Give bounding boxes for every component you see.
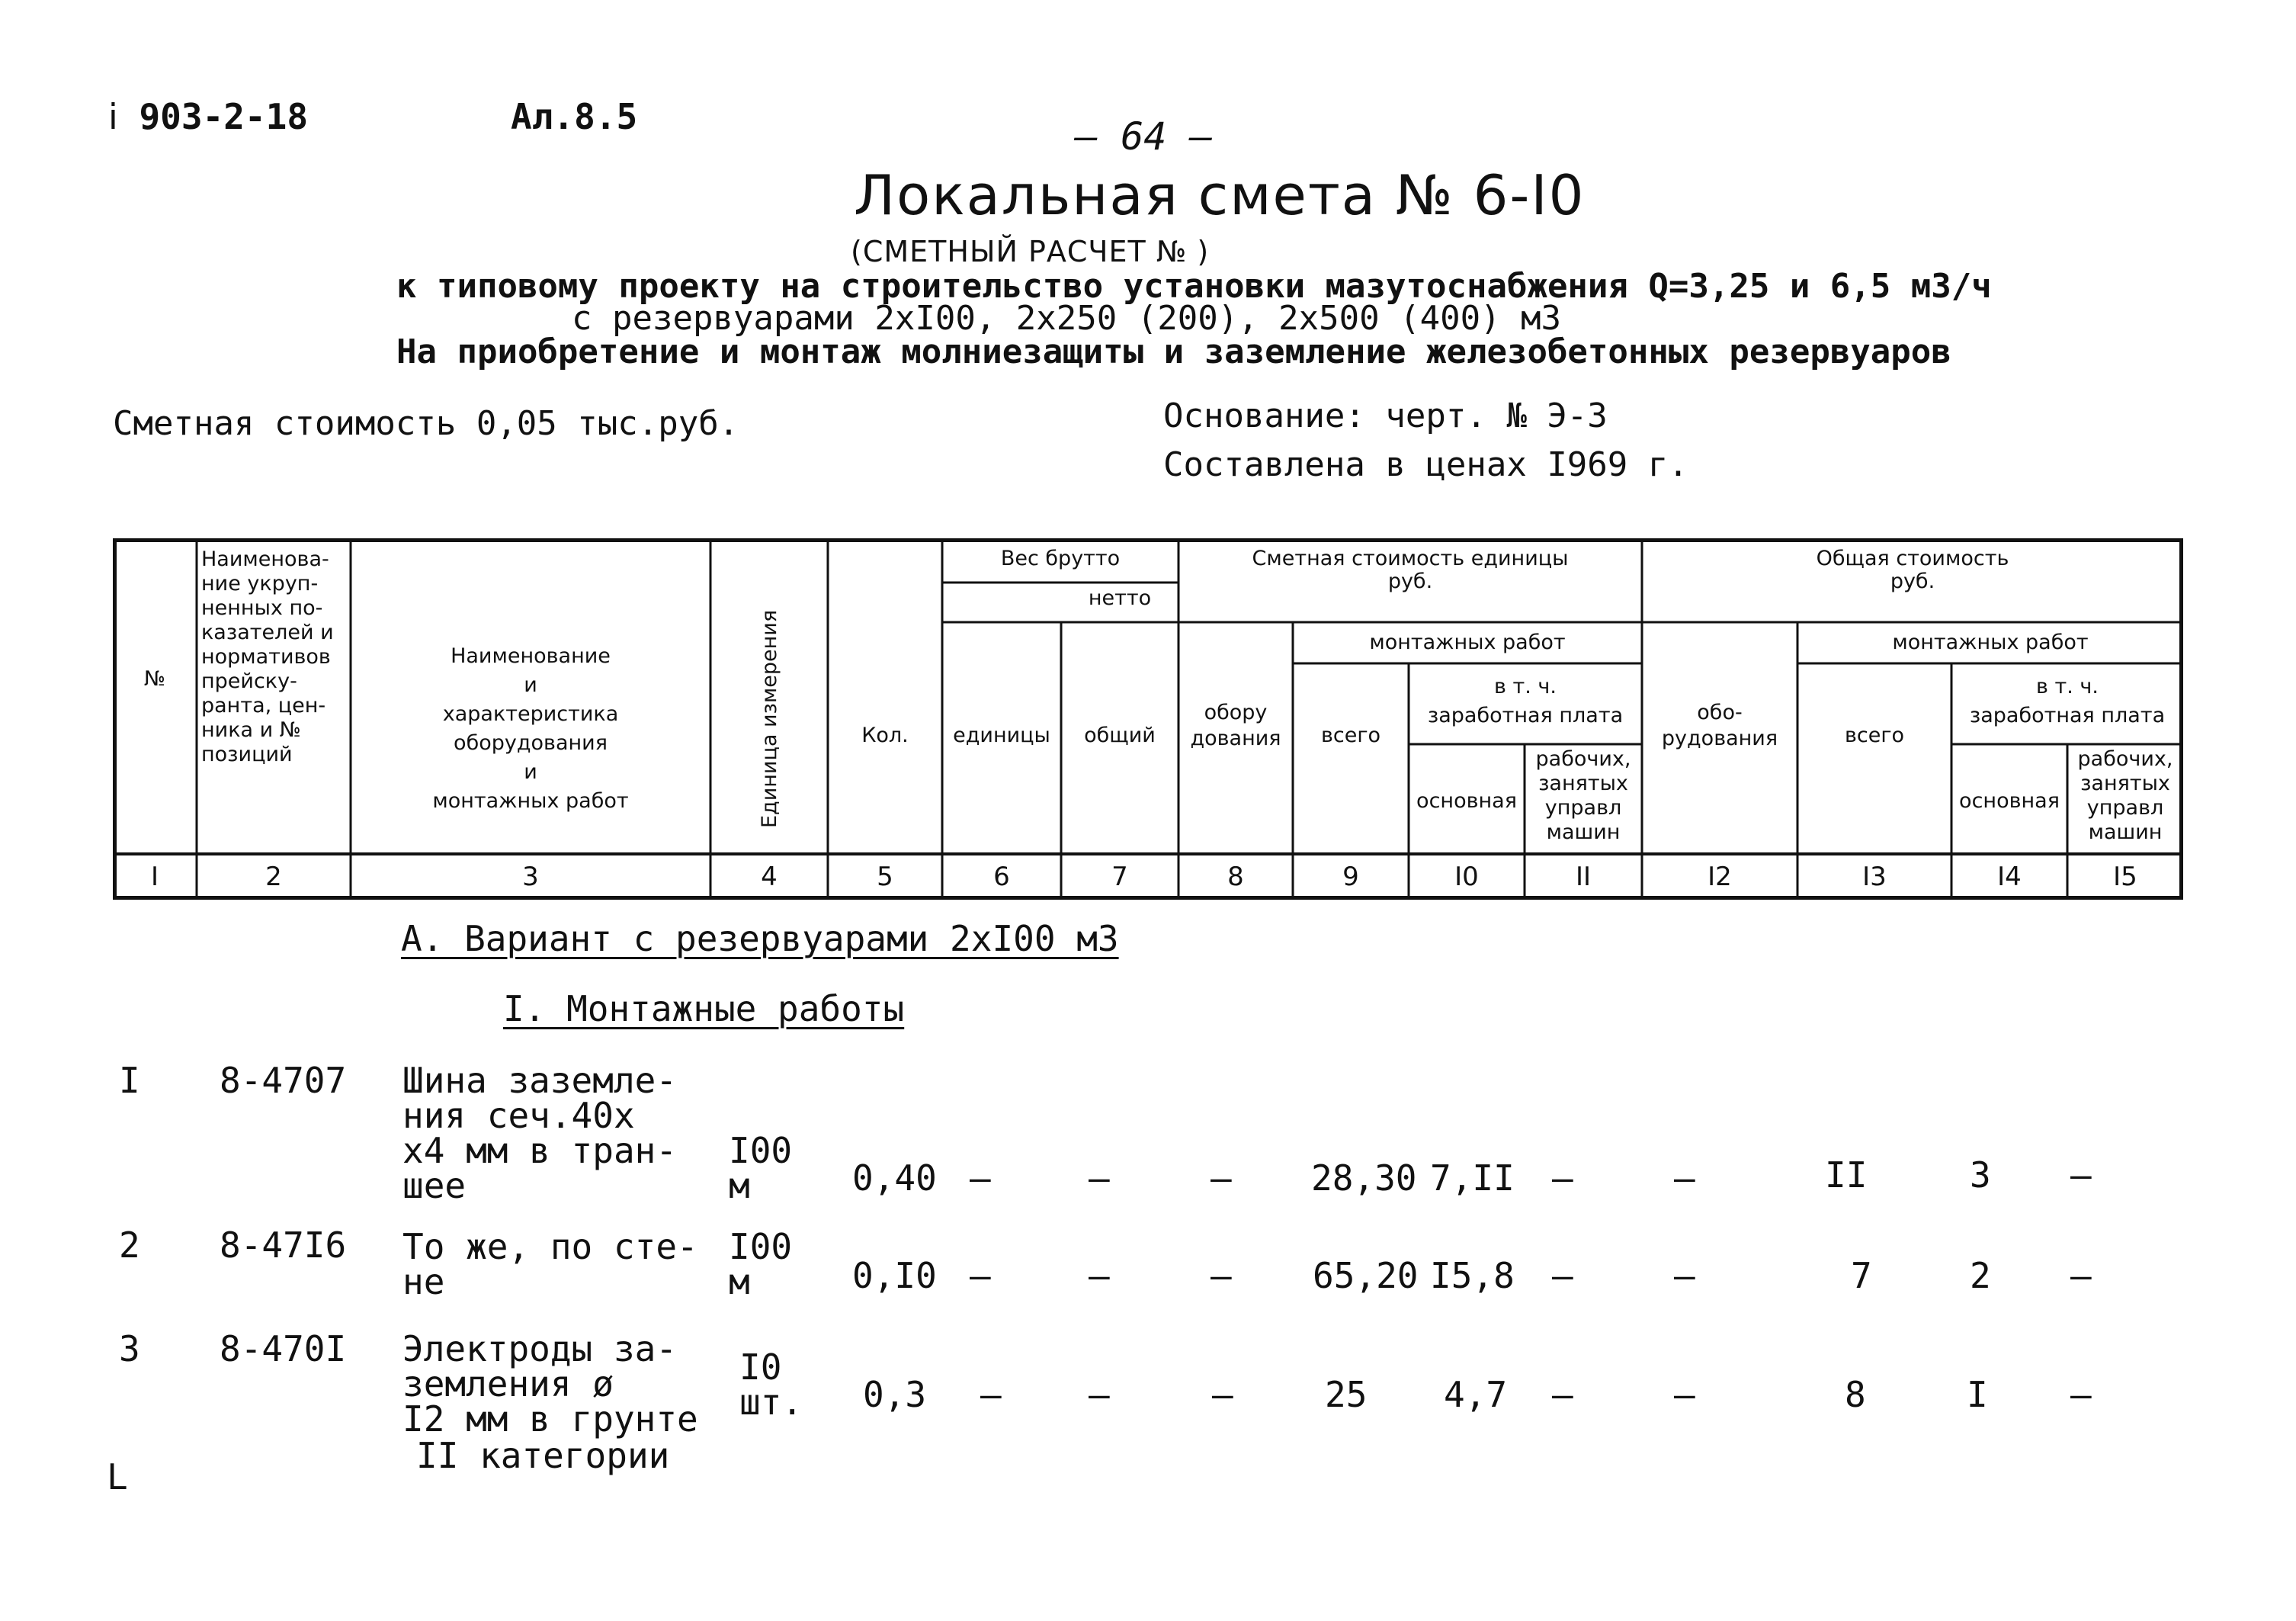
price-year: Составлена в ценах I969 г. — [1163, 445, 1688, 484]
row-unit-machine: – — [1552, 1157, 1573, 1199]
row-equip-cost: – — [1212, 1374, 1233, 1415]
row-code: 8-4707 — [220, 1060, 347, 1101]
album-number: Ал.8.5 — [511, 96, 638, 137]
col-number-10: I0 — [1454, 862, 1479, 892]
total-cost-group-header: Общая стоимость руб. — [1816, 547, 2009, 593]
col-number-14: I4 — [1997, 862, 2022, 892]
row-unit-total: 28,30 — [1311, 1157, 1417, 1199]
row-weight-unit: – — [970, 1157, 991, 1199]
col-4-header: Единица измерения — [758, 609, 781, 828]
mount-group-2-header: монтажных работ — [1892, 631, 2089, 654]
row-total-equip: – — [1674, 1374, 1695, 1415]
row-total-total: 8 — [1845, 1374, 1866, 1415]
row-code: 8-47I6 — [220, 1225, 347, 1266]
row-equip-cost: – — [1211, 1157, 1232, 1199]
row-total-total: II — [1825, 1154, 1868, 1196]
subtitle-line-3: На приобретение и монтаж молниезащиты и заземление железобетонных резервуаров — [396, 332, 1951, 371]
page-title: Локальная смета № 6-I0 — [854, 163, 1586, 227]
row-qty: 0,I0 — [852, 1255, 937, 1296]
row-total-machine: – — [2070, 1374, 2092, 1415]
row-weight-unit: – — [980, 1374, 1002, 1415]
row-unit-machine: – — [1552, 1255, 1573, 1296]
col-number-2: 2 — [265, 862, 282, 892]
row-total-equip: – — [1674, 1157, 1695, 1199]
col-9-header: всего — [1320, 724, 1381, 747]
col-7-header: общий — [1084, 724, 1156, 747]
col-1-header: № — [143, 667, 166, 691]
col-8-header: обору дования — [1190, 701, 1281, 750]
col-2-header: Наименова- ние укруп- ненных по- казателей и нормативов прейску- ранта, цен- ника и № позиций — [201, 547, 334, 766]
row-qty: 0,40 — [852, 1157, 937, 1199]
row-name: Электроды за- земления ø I2 мм в грунте — [402, 1328, 698, 1440]
col-14-header: основная — [1959, 789, 2060, 813]
corner-mark: L — [107, 1456, 128, 1497]
col-number-3: 3 — [522, 862, 539, 892]
col-10-header: основная — [1416, 789, 1517, 813]
col-12-header: обо- рудования — [1661, 701, 1778, 750]
row-name: То же, по сте- не — [402, 1226, 698, 1302]
col-15-header: рабочих, занятых управл машин — [2077, 747, 2173, 844]
part-heading-text: I. Монтажные работы — [503, 988, 905, 1029]
row-weight-total: – — [1089, 1255, 1110, 1296]
weight-net-header: нетто — [1088, 586, 1152, 610]
estimated-cost: Сметная стоимость 0,05 тыс.руб. — [113, 404, 739, 443]
mount-group-1-header: монтажных работ — [1369, 631, 1566, 654]
col-number-5: 5 — [877, 862, 893, 892]
document-code — [108, 96, 308, 137]
row-unit-total: 65,20 — [1313, 1255, 1419, 1296]
col-number-1: I — [150, 862, 159, 892]
col-13-header: всего — [1844, 724, 1905, 747]
corner-tick-icon: ⅰ — [108, 96, 118, 137]
row-name: Шина заземле- ния сеч.40х х4 мм в тран- шее — [402, 1060, 678, 1206]
row-unit: I00 м — [729, 1226, 793, 1302]
col-6-header: единицы — [953, 724, 1050, 747]
col-number-4: 4 — [761, 862, 778, 892]
basis: Основание: черт. № Э-3 — [1163, 396, 1608, 435]
variant-heading-text: А. Вариант с резервуарами 2хI00 м3 — [401, 918, 1119, 959]
row-unit: I0 шт. — [739, 1347, 803, 1423]
row-unit-wage: I5,8 — [1430, 1255, 1515, 1296]
weight-group-header: Вес брутто — [1000, 547, 1121, 570]
col-number-8: 8 — [1227, 862, 1244, 892]
row-weight-total: – — [1089, 1157, 1110, 1199]
row-total-equip: – — [1674, 1255, 1695, 1296]
col-11-header: рабочих, занятых управл машин — [1535, 747, 1631, 844]
col-number-11: II — [1575, 862, 1592, 892]
row-num: 2 — [119, 1225, 140, 1266]
document-code-text: 903-2-18 — [139, 96, 309, 137]
row-num: I — [119, 1060, 140, 1101]
row-equip-cost: – — [1211, 1255, 1232, 1296]
row-qty: 0,3 — [863, 1374, 927, 1415]
incl-wage-1-header: в т. ч. заработная плата — [1427, 675, 1624, 727]
incl-wage-2-header: в т. ч. заработная плата — [1969, 675, 2166, 727]
col-number-6: 6 — [993, 862, 1010, 892]
row-unit-total: 25 — [1325, 1374, 1368, 1415]
row-total-machine: – — [2070, 1255, 2092, 1296]
row-total-total: 7 — [1851, 1255, 1872, 1296]
row-weight-total: – — [1089, 1374, 1110, 1415]
subtitle-line-1: к типовому проекту на строительство установки мазутоснабжения Q=3,25 и 6,5 м3/ч — [396, 267, 1992, 306]
variant-heading — [401, 918, 1119, 959]
part-heading — [503, 988, 904, 1029]
row-weight-unit: – — [970, 1255, 991, 1296]
unit-cost-group-header: Сметная стоимость единицы руб. — [1252, 547, 1569, 593]
col-number-12: I2 — [1708, 862, 1732, 892]
calc-note: (СМЕТНЫЙ РАСЧЕТ № ) — [851, 235, 1210, 268]
row-code: 8-470I — [220, 1328, 347, 1369]
col-number-7: 7 — [1111, 862, 1128, 892]
row-unit-wage: 7,II — [1430, 1157, 1515, 1199]
page-number: — 64 — — [1075, 114, 1213, 159]
col-5-header: Кол. — [861, 724, 909, 747]
row-total-wage: 3 — [1970, 1154, 1991, 1196]
row-total-machine: – — [2070, 1154, 2092, 1196]
col-number-13: I3 — [1862, 862, 1887, 892]
row-unit-machine: – — [1552, 1374, 1573, 1415]
row-name-tail: II категории — [416, 1435, 670, 1476]
row-unit-wage: 4,7 — [1444, 1374, 1508, 1415]
col-number-9: 9 — [1342, 862, 1359, 892]
row-total-wage: I — [1967, 1374, 1988, 1415]
col-number-15: I5 — [2113, 862, 2137, 892]
col-3-header: Наименование и характеристика оборудования и монтажных работ — [432, 644, 629, 813]
row-unit: I00 м — [729, 1130, 793, 1206]
estimate-table-header — [113, 538, 2183, 900]
row-num: 3 — [119, 1328, 140, 1369]
subtitle-line-2: с резервуарами 2хI00, 2х250 (200), 2х500 (400) м3 — [572, 299, 1562, 338]
row-total-wage: 2 — [1970, 1255, 1991, 1296]
